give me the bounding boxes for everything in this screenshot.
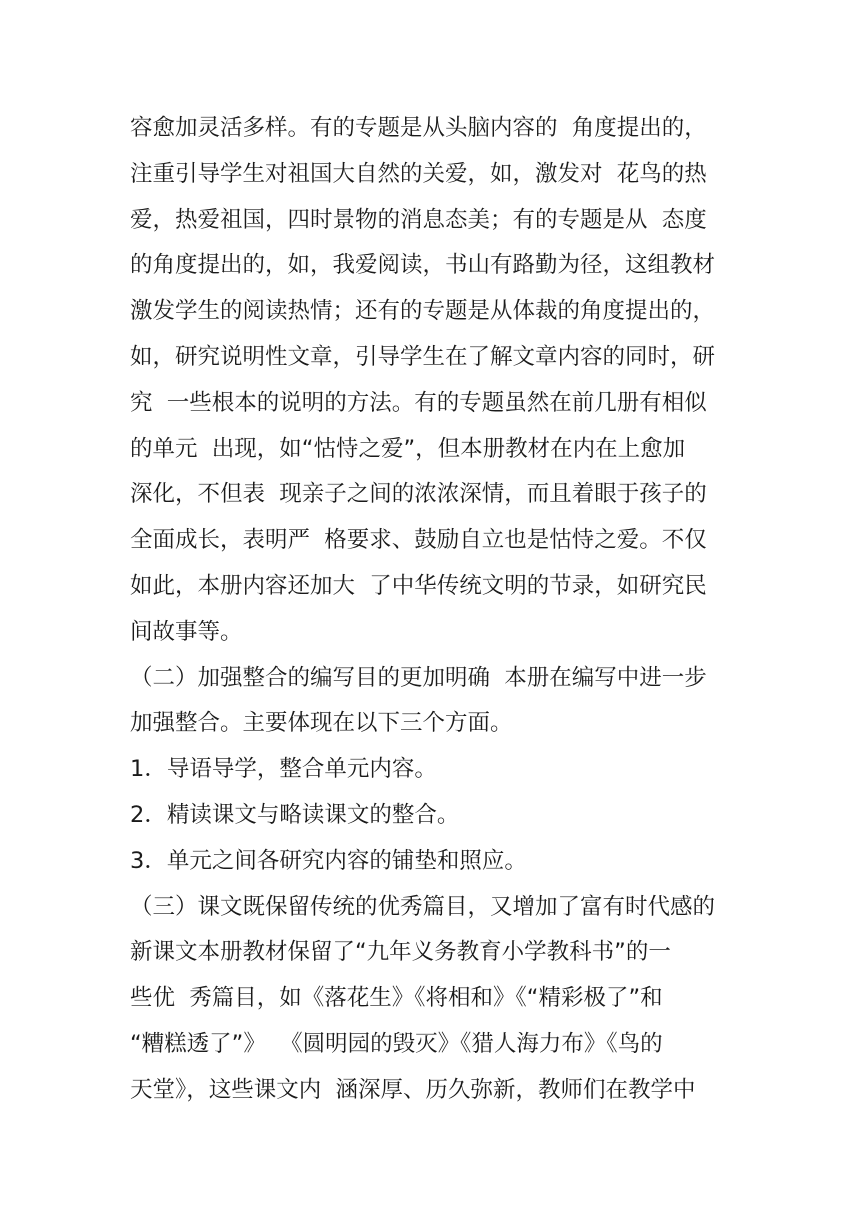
text-line-12: 间故事等。 — [130, 618, 243, 645]
text-line-14: 加强整合。主要体现在以下三个方面。 — [130, 710, 513, 737]
text-line-1: 容愈加灵活多样。有的专题是从头脑内容的 角度提出的， — [130, 115, 707, 141]
text-line-20: 些优 秀篇目，如《落花生》《将相和》《“精彩极了”和 — [130, 985, 663, 1012]
text-line-21: “糟糕透了”》 《圆明园的毁灭》《猎人海力布》《鸟的 — [130, 1030, 663, 1057]
list-item-3: 3．单元之间各研究内容的铺垫和照应。 — [130, 847, 527, 874]
text-line-7: 究 一些根本的说明的方法。有的专题虽然在前几册有相似 — [130, 389, 707, 416]
text-line-19: 新课文本册教材保留了“九年义务教育小学教科书”的一 — [130, 939, 671, 966]
text-line-22: 天堂》，这些课文内 涵深厚、历久弥新，教师们在教学中 — [130, 1076, 696, 1103]
text-line-10: 全面成长，表明严 格要求、鼓励自立也是怙恃之爱。不仅 — [130, 527, 707, 554]
body-text — [130, 106, 740, 1114]
text-line-5: 激发学生的阅读热情；还有的专题是从体裁的角度提出的， — [130, 298, 716, 325]
text-line-2: 注重引导学生对祖国大自然的关爱，如，激发对 花鸟的热 — [130, 160, 707, 187]
list-item-2: 2．精读课文与略读课文的整合。 — [130, 801, 460, 828]
text-line-9: 深化，不但表 现亲子之间的浓浓深情，而且着眼于孩子的 — [130, 481, 707, 508]
section-heading-3: （三）课文既保留传统的优秀篇目，又增加了富有时代感的 — [130, 893, 716, 920]
text-line-11: 如此，本册内容还加大 了中华传统文明的节录，如研究民 — [130, 572, 707, 599]
text-line-6: 如，研究说明性文章，引导学生在了解文章内容的同时，研 — [130, 343, 716, 370]
text-line-4: 的角度提出的，如，我爱阅读，书山有路勤为径，这组教材 — [130, 252, 716, 279]
section-heading-2: （二）加强整合的编写目的更加明确 本册在编写中进一步 — [130, 664, 707, 691]
text-line-3: 爱，热爱祖国，四时景物的消息态美；有的专题是从 态度 — [130, 206, 707, 233]
list-item-1: 1．导语导学，整合单元内容。 — [130, 756, 437, 783]
text-line-8: 的单元 出现，如“怙恃之爱”，但本册教材在内在上愈加 — [130, 435, 686, 462]
